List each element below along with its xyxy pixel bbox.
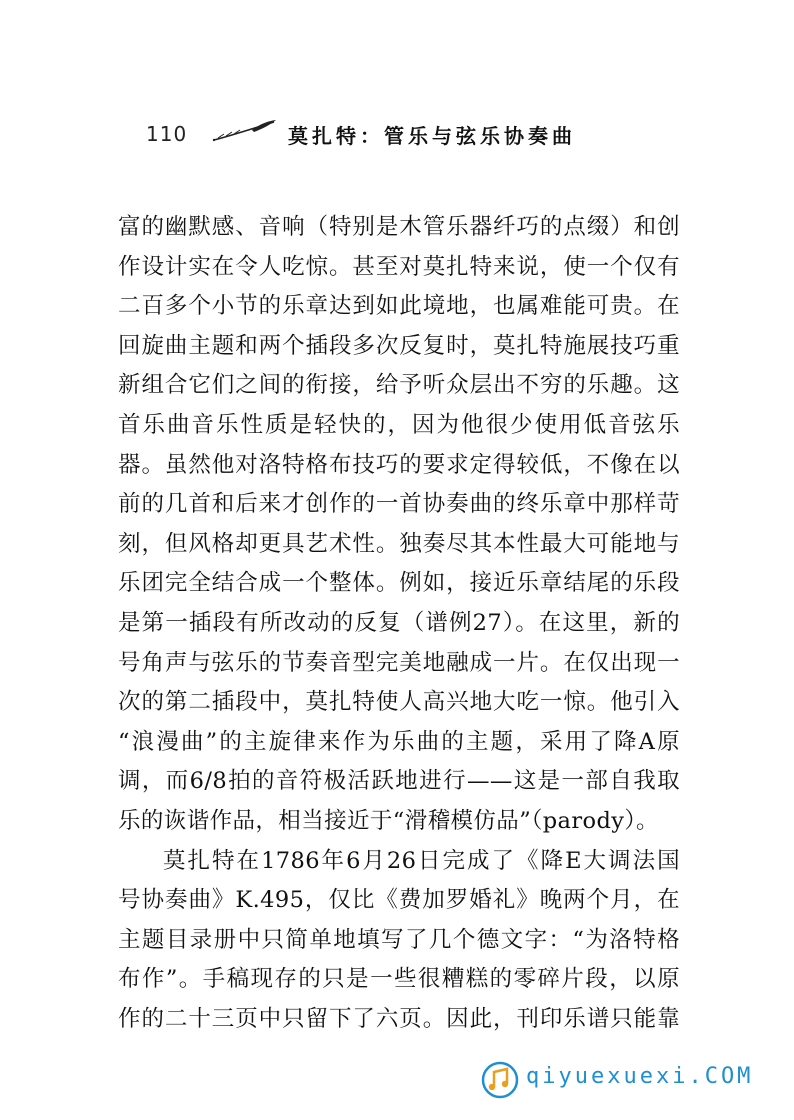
text-line: 器。虽然他对洛特格布技巧的要求定得较低，不像在以 bbox=[118, 451, 680, 478]
text-line: 首乐曲音乐性质是轻快的，因为他很少使用低音弦乐 bbox=[118, 411, 680, 438]
text-line: 乐的诙谐作品，相当接近于“滑稽模仿品”（parody）。 bbox=[118, 807, 659, 834]
body-text bbox=[118, 208, 680, 1039]
text-line: 二百多个小节的乐章达到如此境地，也属难能可贵。在 bbox=[118, 293, 680, 320]
paragraph-2 bbox=[118, 842, 680, 1040]
page-header bbox=[146, 118, 706, 154]
text-line: 作的二十三页中只留下了六页。因此，刊印乐谱只能靠 bbox=[118, 1005, 680, 1032]
page-number: 110 bbox=[146, 122, 188, 146]
text-line: 前的几首和后来才创作的一首协奏曲的终乐章中那样苛 bbox=[118, 491, 680, 518]
text-line: 号角声与弦乐的节奏音型完美地融成一片。在仅出现一 bbox=[118, 649, 680, 676]
text-line: 是第一插段有所改动的反复（谱例27）。在这里，新的 bbox=[118, 609, 680, 636]
text-line: 布作”。手稿现存的只是一些很糟糕的零碎片段，以原 bbox=[118, 966, 680, 993]
text-line: 调，而6/8拍的音符极活跃地进行——这是一部自我取 bbox=[118, 768, 680, 795]
paragraph-1 bbox=[118, 208, 680, 842]
qiyue-logo-icon bbox=[480, 1060, 520, 1100]
text-line: 次的第二插段中，莫扎特使人高兴地大吃一惊。他引入 bbox=[118, 689, 680, 716]
text-line: 富的幽默感、音响（特别是木管乐器纤巧的点缀）和创 bbox=[118, 214, 680, 240]
text-line: 刻，但风格却更具艺术性。独奏尽其本性最大可能地与 bbox=[118, 530, 680, 557]
text-line: “浪漫曲”的主旋律来作为乐曲的主题，采用了降A原 bbox=[118, 728, 680, 755]
text-line: 乐团完全结合成一个整体。例如，接近乐章结尾的乐段 bbox=[118, 570, 680, 597]
pen-quill-ornament-icon bbox=[212, 118, 278, 146]
text-line: 主题目录册中只简单地填写了几个德文字：“为洛特格 bbox=[118, 926, 680, 953]
site-watermark bbox=[480, 1060, 760, 1100]
text-line: 新组合它们之间的衔接，给予听众层出不穷的乐趣。这 bbox=[118, 372, 680, 399]
running-title: 莫扎特：管乐与弦乐协奏曲 bbox=[288, 124, 576, 148]
text-line: 回旋曲主题和两个插段多次反复时，莫扎特施展技巧重 bbox=[118, 332, 680, 359]
watermark-text: qiyuexuexi.COM bbox=[526, 1064, 754, 1089]
text-line: 号协奏曲》K.495，仅比《费加罗婚礼》晚两个月，在 bbox=[118, 887, 680, 914]
text-line: 作设计实在令人吃惊。甚至对莫扎特来说，使一个仅有 bbox=[118, 253, 680, 280]
text-line: 莫扎特在1786年6月26日完成了《降E大调法国 bbox=[163, 847, 680, 874]
